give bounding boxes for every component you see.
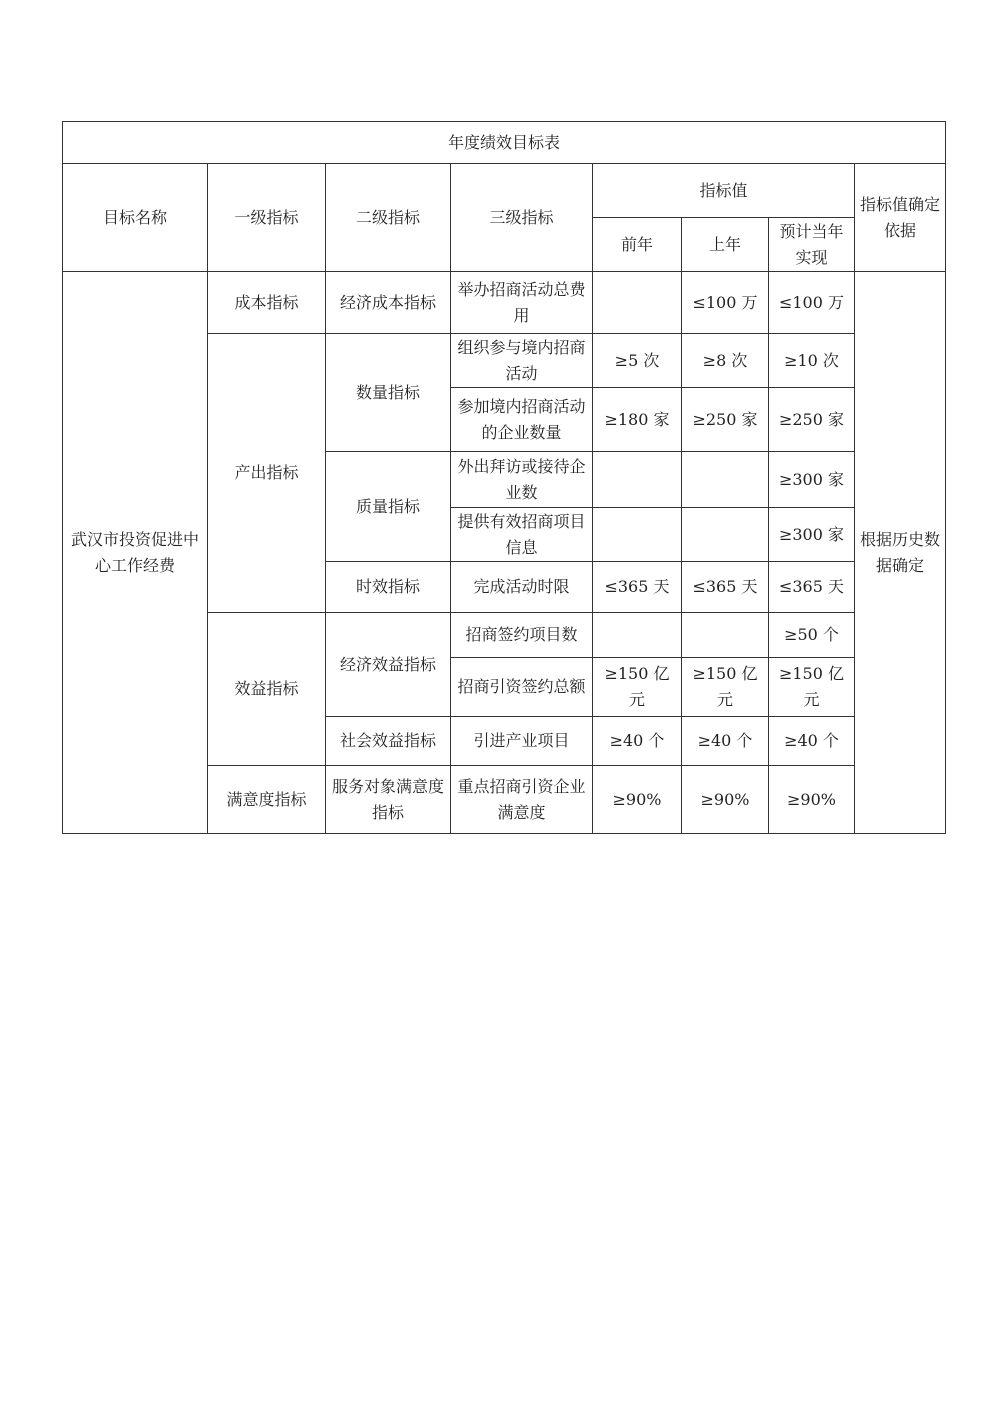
level3-indicator: 重点招商引资企业满意度 — [451, 766, 593, 834]
value-expected: ≥90% — [769, 766, 855, 834]
value-last-year: ≥90% — [682, 766, 769, 834]
value-last-year: ≤365 天 — [682, 562, 769, 613]
performance-goal-table — [62, 121, 946, 834]
value-expected: ≥150 亿元 — [769, 658, 855, 717]
value-prev-year — [593, 272, 682, 334]
table-row — [63, 272, 946, 334]
level1-output: 产出指标 — [208, 334, 326, 613]
performance-goal-sheet — [62, 121, 945, 834]
basis-cell: 根据历史数据确定 — [855, 272, 946, 834]
table-title: 年度绩效目标表 — [63, 122, 946, 164]
value-prev-year: ≤365 天 — [593, 562, 682, 613]
level3-indicator: 组织参与境内招商活动 — [451, 334, 593, 388]
value-last-year: ≥40 个 — [682, 717, 769, 766]
value-last-year — [682, 613, 769, 658]
value-expected: ≥50 个 — [769, 613, 855, 658]
value-prev-year — [593, 613, 682, 658]
header-level3: 三级指标 — [451, 164, 593, 272]
value-last-year: ≥150 亿元 — [682, 658, 769, 717]
header-last-year: 上年 — [682, 218, 769, 272]
level2-social-benefit: 社会效益指标 — [326, 717, 451, 766]
level1-benefit: 效益指标 — [208, 613, 326, 766]
value-prev-year: ≥180 家 — [593, 388, 682, 452]
level3-indicator: 完成活动时限 — [451, 562, 593, 613]
level3-indicator: 招商签约项目数 — [451, 613, 593, 658]
value-expected: ≥40 个 — [769, 717, 855, 766]
value-last-year: ≥8 次 — [682, 334, 769, 388]
value-last-year — [682, 452, 769, 508]
level2-timeliness: 时效指标 — [326, 562, 451, 613]
level3-indicator: 参加境内招商活动的企业数量 — [451, 388, 593, 452]
value-prev-year — [593, 508, 682, 562]
value-last-year: ≤100 万 — [682, 272, 769, 334]
level3-indicator: 引进产业项目 — [451, 717, 593, 766]
level2-economic-benefit: 经济效益指标 — [326, 613, 451, 717]
header-basis: 指标值确定依据 — [855, 164, 946, 272]
value-last-year: ≥250 家 — [682, 388, 769, 452]
level3-indicator: 招商引资签约总额 — [451, 658, 593, 717]
level3-indicator: 举办招商活动总费用 — [451, 272, 593, 334]
value-expected: ≥300 家 — [769, 508, 855, 562]
header-level2: 二级指标 — [326, 164, 451, 272]
level3-indicator: 外出拜访或接待企业数 — [451, 452, 593, 508]
level1-cost: 成本指标 — [208, 272, 326, 334]
value-prev-year: ≥90% — [593, 766, 682, 834]
value-expected: ≤100 万 — [769, 272, 855, 334]
goal-name-cell: 武汉市投资促进中心工作经费 — [63, 272, 208, 834]
level1-satisfaction: 满意度指标 — [208, 766, 326, 834]
value-last-year — [682, 508, 769, 562]
level2-quantity: 数量指标 — [326, 334, 451, 452]
level2-service-satisfaction: 服务对象满意度指标 — [326, 766, 451, 834]
header-goal-name: 目标名称 — [63, 164, 208, 272]
value-prev-year: ≥150 亿元 — [593, 658, 682, 717]
value-expected: ≥10 次 — [769, 334, 855, 388]
header-prev-year: 前年 — [593, 218, 682, 272]
level2-economic-cost: 经济成本指标 — [326, 272, 451, 334]
header-level1: 一级指标 — [208, 164, 326, 272]
header-indicator-value: 指标值 — [593, 164, 855, 218]
level3-indicator: 提供有效招商项目信息 — [451, 508, 593, 562]
value-prev-year: ≥40 个 — [593, 717, 682, 766]
value-expected: ≥250 家 — [769, 388, 855, 452]
value-prev-year: ≥5 次 — [593, 334, 682, 388]
value-prev-year — [593, 452, 682, 508]
value-expected: ≥300 家 — [769, 452, 855, 508]
value-expected: ≤365 天 — [769, 562, 855, 613]
level2-quality: 质量指标 — [326, 452, 451, 562]
header-expected: 预计当年实现 — [769, 218, 855, 272]
